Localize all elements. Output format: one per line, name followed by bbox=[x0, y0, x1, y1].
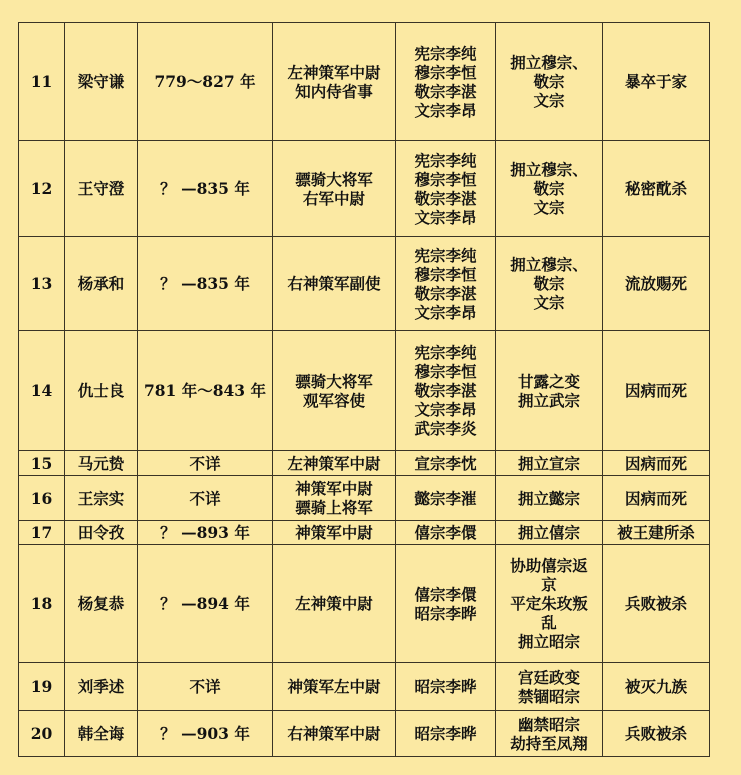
emperors-cell bbox=[396, 476, 496, 521]
name-cell: 韩全诲 bbox=[65, 711, 138, 757]
table-row bbox=[19, 476, 710, 521]
fate-cell: 因病而死 bbox=[603, 476, 710, 521]
emperors-cell bbox=[396, 663, 496, 711]
lifespan-cell: 不详 bbox=[138, 663, 273, 711]
eunuch-table bbox=[18, 22, 710, 757]
office-line: 神策军左中尉 bbox=[287, 677, 381, 696]
lifespan-cell: ？ —894 年 bbox=[138, 545, 273, 663]
emperors-line: 僖宗李儇 bbox=[414, 584, 477, 604]
name-cell: 王守澄 bbox=[65, 141, 138, 237]
office-cell bbox=[273, 545, 396, 663]
fate-cell: 兵败被杀 bbox=[603, 545, 710, 663]
emperors-line: 宣宗李忱 bbox=[414, 453, 477, 473]
deeds-line: 拥立懿宗 bbox=[517, 488, 580, 508]
table-row bbox=[19, 237, 710, 331]
deeds-line: 平定朱玫叛 bbox=[510, 594, 588, 613]
emperors-cell bbox=[396, 331, 496, 451]
lifespan-cell: ？ —835 年 bbox=[138, 237, 273, 331]
deeds-line: 拥立武宗 bbox=[517, 390, 580, 410]
table-body bbox=[19, 23, 710, 757]
emperors-cell bbox=[396, 237, 496, 331]
emperors-line: 昭宗李晔 bbox=[414, 677, 477, 696]
office-cell bbox=[273, 451, 396, 476]
emperors-line: 穆宗李恒 bbox=[414, 169, 477, 189]
deeds-line: 京 bbox=[541, 575, 557, 594]
emperors-line: 文宗李昂 bbox=[414, 302, 477, 322]
emperors-line: 敬宗李湛 bbox=[414, 283, 477, 303]
deeds-line: 敬宗 bbox=[533, 72, 565, 91]
row-number-cell: 11 bbox=[19, 23, 65, 141]
deeds-line: 拥立昭宗 bbox=[517, 632, 580, 651]
deeds-cell bbox=[496, 521, 603, 545]
row-number-cell: 17 bbox=[19, 521, 65, 545]
deeds-line: 乱 bbox=[541, 613, 557, 632]
name-cell: 杨承和 bbox=[65, 237, 138, 331]
emperors-line: 文宗李昂 bbox=[414, 100, 477, 120]
emperors-line: 懿宗李漼 bbox=[414, 488, 477, 508]
deeds-line: 拥立穆宗、 bbox=[510, 53, 588, 72]
office-cell bbox=[273, 711, 396, 757]
emperors-cell bbox=[396, 141, 496, 237]
fate-cell: 被王建所杀 bbox=[603, 521, 710, 545]
lifespan-cell: 不详 bbox=[138, 451, 273, 476]
lifespan-cell: ？ —835 年 bbox=[138, 141, 273, 237]
row-number-cell: 16 bbox=[19, 476, 65, 521]
lifespan-cell: 779～827 年 bbox=[138, 23, 273, 141]
deeds-cell bbox=[496, 451, 603, 476]
emperors-line: 昭宗李晔 bbox=[414, 603, 477, 623]
office-cell bbox=[273, 141, 396, 237]
emperors-cell bbox=[396, 521, 496, 545]
deeds-cell bbox=[496, 663, 603, 711]
deeds-line: 协助僖宗返 bbox=[510, 556, 588, 575]
fate-cell: 被灭九族 bbox=[603, 663, 710, 711]
office-line: 骠骑大将军 bbox=[295, 371, 373, 391]
emperors-line: 武宗李炎 bbox=[414, 419, 477, 438]
fate-cell: 暴卒于家 bbox=[603, 23, 710, 141]
lifespan-cell: ？ —903 年 bbox=[138, 711, 273, 757]
office-line: 左神策军中尉 bbox=[287, 453, 381, 473]
office-cell bbox=[273, 331, 396, 451]
deeds-line: 拥立穆宗、 bbox=[510, 255, 588, 274]
deeds-line: 拥立穆宗、 bbox=[510, 160, 588, 179]
deeds-cell bbox=[496, 237, 603, 331]
name-cell: 刘季述 bbox=[65, 663, 138, 711]
office-cell bbox=[273, 237, 396, 331]
deeds-line: 文宗 bbox=[533, 293, 565, 312]
row-number-cell: 19 bbox=[19, 663, 65, 711]
emperors-line: 僖宗李儇 bbox=[414, 523, 477, 542]
fate-cell: 因病而死 bbox=[603, 451, 710, 476]
office-line: 左神策中尉 bbox=[295, 594, 373, 613]
deeds-cell bbox=[496, 331, 603, 451]
table-row bbox=[19, 711, 710, 757]
table-row bbox=[19, 451, 710, 476]
fate-cell: 因病而死 bbox=[603, 331, 710, 451]
emperors-line: 宪宗李纯 bbox=[414, 43, 477, 63]
deeds-line: 文宗 bbox=[533, 91, 565, 110]
row-number-cell: 18 bbox=[19, 545, 65, 663]
row-number-cell: 13 bbox=[19, 237, 65, 331]
emperors-line: 穆宗李恒 bbox=[414, 362, 477, 381]
emperors-line: 敬宗李湛 bbox=[414, 381, 477, 400]
office-cell bbox=[273, 521, 396, 545]
office-line: 右神策军中尉 bbox=[287, 724, 381, 743]
office-line: 知内侍省事 bbox=[295, 81, 373, 101]
emperors-line: 宪宗李纯 bbox=[414, 245, 477, 265]
emperors-line: 敬宗李湛 bbox=[414, 81, 477, 101]
table-row bbox=[19, 331, 710, 451]
fate-cell: 秘密酖杀 bbox=[603, 141, 710, 237]
deeds-line: 拥立僖宗 bbox=[517, 523, 580, 542]
lifespan-cell: ？ —893 年 bbox=[138, 521, 273, 545]
deeds-line: 宫廷政变 bbox=[517, 667, 580, 687]
table-row bbox=[19, 521, 710, 545]
office-line: 神策军中尉 bbox=[295, 523, 373, 542]
office-line: 右军中尉 bbox=[302, 188, 365, 208]
office-line: 骠骑上将军 bbox=[295, 498, 373, 517]
deeds-cell bbox=[496, 545, 603, 663]
emperors-cell bbox=[396, 711, 496, 757]
deeds-cell bbox=[496, 711, 603, 757]
emperors-cell bbox=[396, 451, 496, 476]
deeds-line: 敬宗 bbox=[533, 274, 565, 293]
name-cell: 杨复恭 bbox=[65, 545, 138, 663]
row-number-cell: 20 bbox=[19, 711, 65, 757]
emperors-line: 宪宗李纯 bbox=[414, 150, 477, 170]
office-line: 左神策军中尉 bbox=[287, 62, 381, 82]
deeds-line: 文宗 bbox=[533, 198, 565, 217]
office-line: 神策军中尉 bbox=[295, 479, 373, 498]
office-line: 骠骑大将军 bbox=[295, 169, 373, 189]
name-cell: 梁守谦 bbox=[65, 23, 138, 141]
table-row bbox=[19, 545, 710, 663]
office-cell bbox=[273, 476, 396, 521]
deeds-line: 幽禁昭宗 bbox=[517, 714, 580, 734]
office-line: 观军容使 bbox=[302, 390, 365, 410]
name-cell: 王宗实 bbox=[65, 476, 138, 521]
deeds-cell bbox=[496, 141, 603, 237]
office-cell bbox=[273, 23, 396, 141]
deeds-line: 禁锢昭宗 bbox=[517, 686, 580, 706]
emperors-line: 宪宗李纯 bbox=[414, 343, 477, 362]
emperors-line: 昭宗李晔 bbox=[414, 724, 477, 743]
emperors-line: 敬宗李湛 bbox=[414, 188, 477, 208]
lifespan-cell: 781 年～843 年 bbox=[138, 331, 273, 451]
fate-cell: 兵败被杀 bbox=[603, 711, 710, 757]
deeds-line: 拥立宣宗 bbox=[517, 453, 580, 473]
lifespan-cell: 不详 bbox=[138, 476, 273, 521]
fate-cell: 流放赐死 bbox=[603, 237, 710, 331]
emperors-cell bbox=[396, 545, 496, 663]
row-number-cell: 14 bbox=[19, 331, 65, 451]
table-row bbox=[19, 663, 710, 711]
office-cell bbox=[273, 663, 396, 711]
row-number-cell: 12 bbox=[19, 141, 65, 237]
office-line: 右神策军副使 bbox=[287, 274, 381, 293]
deeds-line: 敬宗 bbox=[533, 179, 565, 198]
emperors-line: 穆宗李恒 bbox=[414, 62, 477, 82]
emperors-line: 文宗李昂 bbox=[414, 207, 477, 227]
table-row bbox=[19, 141, 710, 237]
deeds-cell bbox=[496, 23, 603, 141]
deeds-cell bbox=[496, 476, 603, 521]
deeds-line: 甘露之变 bbox=[517, 371, 580, 391]
row-number-cell: 15 bbox=[19, 451, 65, 476]
name-cell: 仇士良 bbox=[65, 331, 138, 451]
emperors-cell bbox=[396, 23, 496, 141]
deeds-line: 劫持至凤翔 bbox=[510, 733, 588, 753]
emperors-line: 文宗李昂 bbox=[414, 400, 477, 419]
emperors-line: 穆宗李恒 bbox=[414, 264, 477, 284]
name-cell: 田令孜 bbox=[65, 521, 138, 545]
table-row bbox=[19, 23, 710, 141]
name-cell: 马元贽 bbox=[65, 451, 138, 476]
